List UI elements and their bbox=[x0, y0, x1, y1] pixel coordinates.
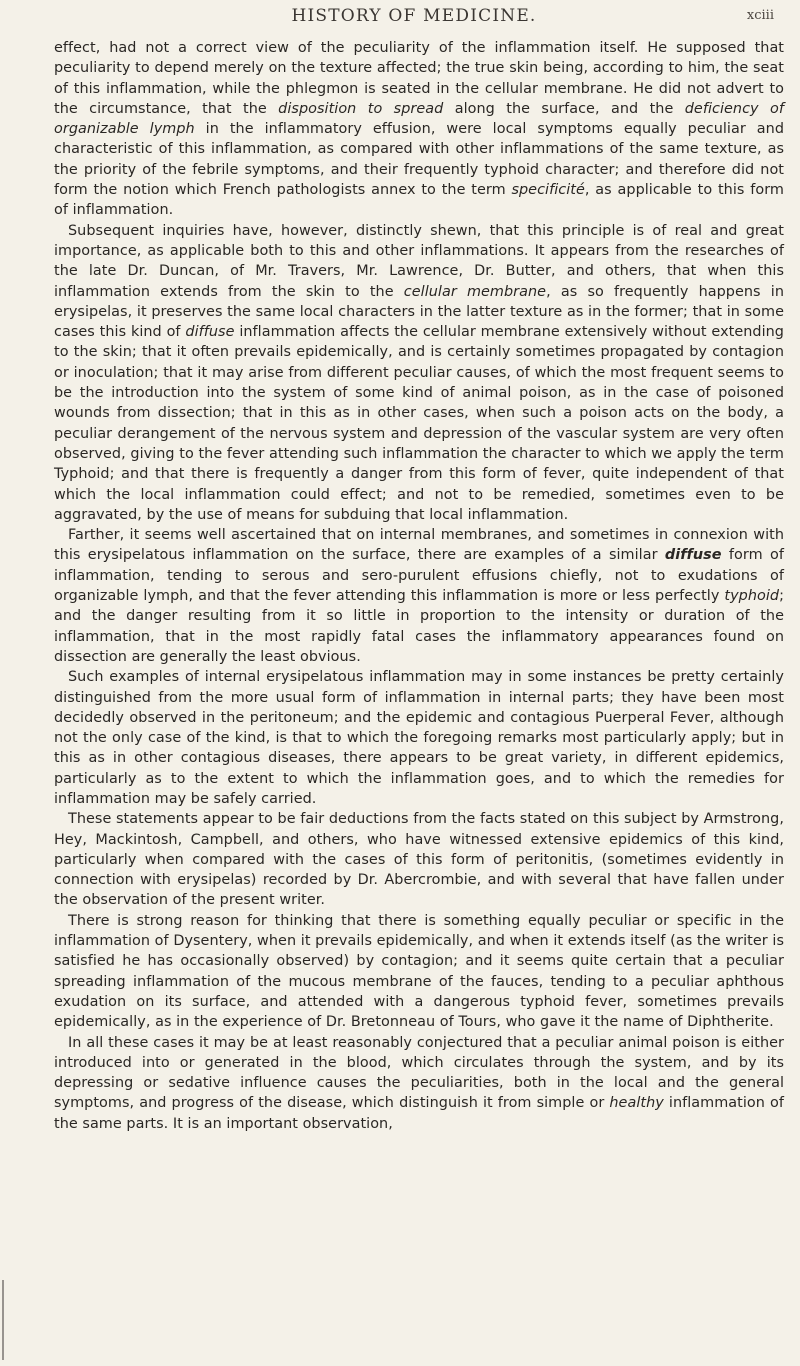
text-run: These statements appear to be fair deductions from the facts stated on this subject by Armstrong, Hey, Mackintosh, Campbell, and others, who have witnessed extensive epidemics of this kind, particularly when compared with the cases of this form of peritonitis, (sometimes evidently in connection with erysipelas) recorded by Dr. Abercrombie, and with several that have fallen under the observation of the present writer. bbox=[54, 811, 784, 909]
text-run: inflammation of the same parts. It is an important observation, bbox=[54, 1095, 784, 1132]
text-run: Such examples of internal erysipelatous inflammation may in some instances be pretty certainly distinguished from the more usual form of inflammation in internal parts; they have been most decidedly observed in the peritoneum; and the epidemic and contagious Puerperal Fever, although not the only case of the kind, is that to which the foregoing remarks most particularly apply; but in this as in other contagious diseases, there appears to be great variety, in different epidemics, particularly as to the extent to which the inflammation goes, and to which the remedies for inflammation may be safely carried. bbox=[54, 669, 784, 807]
paragraph bbox=[54, 1033, 784, 1134]
emphasized-text: cellular membrane bbox=[403, 283, 547, 300]
emphasized-text: diffuse bbox=[664, 547, 722, 564]
paragraph bbox=[54, 911, 784, 1033]
emphasized-text: healthy bbox=[609, 1095, 664, 1112]
margin-mark bbox=[2, 1280, 4, 1360]
emphasized-text: typhoid bbox=[724, 588, 780, 605]
page-number: xciii bbox=[746, 8, 774, 23]
body-text bbox=[54, 38, 784, 1134]
text-run: Farther, it seems well ascertained that on internal membranes, and sometimes in connexion with this erysipelatous inflammation on the surface, there are examples of a similar bbox=[54, 527, 784, 564]
paragraph bbox=[54, 525, 784, 667]
text-run: form of inflammation, tending to serous and sero-purulent effusions chiefly, not to exudations of organizable lymph, and that the fever attending this inflammation is more or less perfectly bbox=[54, 547, 784, 605]
text-run: There is strong reason for thinking that there is something equally peculiar or specific in the inflammation of Dysentery, when it prevails epidemically, and when it extends itself (as the writer is satisfied he has occasionally observed) by contagion; and it seems quite certain that a peculiar spreading inflammation of the mucous membrane of the fauces, tending to a peculiar aphthous exudation on its surface, and attended with a dangerous typhoid fever, sometimes prevails epidemically, as in the experience of Dr. Bretonneau of Tours, who gave it the name of Diphtherite. bbox=[54, 912, 784, 1031]
paragraph bbox=[54, 221, 784, 525]
emphasized-text: specificité bbox=[511, 182, 585, 199]
text-run: effect, had not a correct view of the peculiarity of the inflammation itself. He supposed that peculiarity to depend merely on the texture affected; the true skin being, according to him, the seat of this inflammation, while the phlegmon is seated in the cellular membrane. He did not advert to the circumstance, that the bbox=[54, 40, 784, 117]
text-run: in the inflammatory effusion, were local symptoms equally peculiar and characteristic of this inflammation, as compared with other inflammations of the same texture, as the priority of the febrile symptoms, and their frequently typhoid character; and therefore did not form the notion which French pathologists annex to the term bbox=[54, 121, 784, 199]
paragraph bbox=[54, 809, 784, 910]
text-run: inflammation affects the cellular membrane extensively without extending to the skin; that it often prevails epidemically, and is certainly sometimes propagated by contagion or inoculation; that it may arise from different peculiar causes, of which the most frequent seems to be the introduction into the system of some kind of animal poison, as in the case of poisoned wounds from dissection; that in this as in other cases, when such a poison acts on the body, a peculiar derangement of the nervous system and depression of the vascular system are very often observed, giving to the fever attending such inflammation the character to which we apply the term Typhoid; and that there is frequently a danger from this form of fever, quite independent of that which the local inflammation could effect; and not to be remedied, sometimes even to be aggravated, by the use of means for subduing that local inflammation. bbox=[54, 324, 784, 523]
text-run: In all these cases it may be at least reasonably conjectured that a peculiar animal poison is either introduced into or generated in the blood, which circulates through the system, and by its depressing or sedative influence causes the peculiarities, both in the local and the general symptoms, and progress of the disease, which distinguish it from simple or bbox=[54, 1034, 784, 1112]
emphasized-text: diffuse bbox=[185, 324, 235, 341]
emphasized-text: disposition to spread bbox=[278, 100, 444, 117]
text-run: ; and the danger resulting from it so little in proportion to the intensity or duration of the inflammation, that in the most rapidly fatal cases the inflammatory appearances found on dissection are generally the least obvious. bbox=[54, 588, 784, 665]
paragraph bbox=[54, 38, 784, 221]
text-run: along the surface, and the bbox=[443, 100, 685, 117]
emphasized-text: deficiency of organizable lymph bbox=[54, 100, 784, 138]
page-title: HISTORY OF MEDICINE. bbox=[291, 6, 537, 26]
running-head bbox=[54, 6, 774, 32]
paragraph bbox=[54, 667, 784, 809]
text-run: , as applicable to this form of inflammation. bbox=[54, 182, 784, 219]
text-run: Subsequent inquiries have, however, distinctly shewn, that this principle is of real and great importance, as applicable both to this and other inflammations. It appears from the researches of the late Dr. Duncan, of Mr. Travers, Mr. Lawrence, Dr. Butter, and others, that when this inflammation extends from the skin to the bbox=[54, 222, 784, 300]
text-run: , as so frequently happens in erysipelas, it preserves the same local characters in the latter texture as in the former; that in some cases this kind of bbox=[54, 283, 784, 341]
